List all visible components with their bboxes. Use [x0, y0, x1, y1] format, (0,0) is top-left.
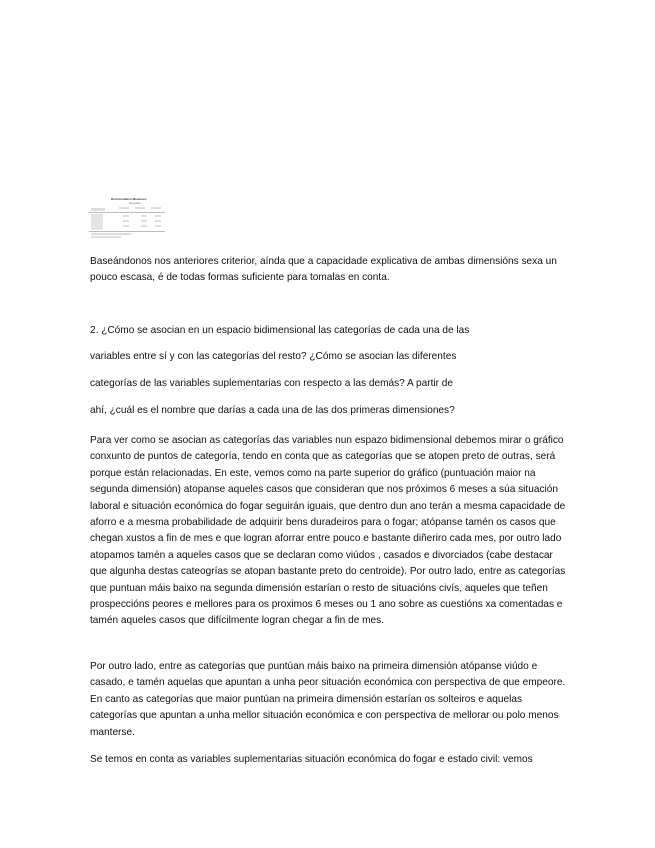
table-cell [135, 207, 145, 209]
table-rule [89, 231, 165, 232]
paragraph-supplementary-variables: Se temos en conta as variables suplementarias situación económica do fogar e estado civil: vemos [90, 754, 533, 765]
table-cell [155, 220, 161, 222]
question-line-2: variables entre sí y con las categorías del resto? ¿Cómo se asocian las diferentes [90, 351, 457, 362]
table-cell [151, 207, 161, 209]
table-cell [123, 220, 129, 222]
table-row-header-block [91, 214, 103, 230]
table-subtitle: Dimension [129, 202, 141, 205]
table-rule [89, 212, 165, 213]
table-cell [155, 225, 161, 227]
paragraph-criteria: Baseándonos nos anteriores criterior, aínda que a capacidade explicativa de ambas dimensións sexa un pouco escasa, é de todas formas suficiente para tomalas en conta. [90, 256, 557, 284]
table-cell [123, 215, 129, 217]
question-line-3: categorías de las variables suplementarias con respecto a las demás? A partir de [90, 378, 454, 389]
table-cell [119, 207, 129, 209]
table-footnote [91, 233, 131, 235]
table-cell [123, 225, 129, 227]
table-footnote [91, 236, 121, 238]
paragraph-answer-dimension-2: Para ver como se asocian as categorías das variables nun espazo bidimensional debemos mirar o gráfico conxunto de puntos de categoría, tendo en conta que as categorías que se atopen preto de outras, será porque están relacionadas. En este, vemos como na parte superior do gráfico (puntuación maior na segunda dimensión) atopanse aqueles casos que consideran que nos próximos 6 meses a súa situación laboral e situación económica do fogar seguirán iguais, que dentro dun ano terán a mesma capacidade de aforro e a mesma probabilidade de adquirir bens duradeiros para o fogar; atópanse tamén os casos que chegan xustos a fin de mes e que logran aforrar entre pouco e bastante diñeriro cada mes, por outro lado atopamos tamén a aqueles casos que se declaran como viúdos , casados e divorciados (cabe destacar que algunha destas cateogrías se atopan bastante preto do centroide). Por outro lado, entre as categorías que puntuan máis baixo na segunda dimensión estarían o resto de situacións civís, aqueles que teñen prospeccións peores e mellores para os proximos 6 meses ou 1 ano sobre as cuestións xa comentadas e tamén aqueles casos que difícilmente logran chegar a fin de mes. [90, 435, 566, 627]
table-title: Discrimination Measures [111, 197, 147, 201]
table-cell [91, 208, 105, 211]
table-cell [141, 225, 147, 227]
table-cell [141, 215, 147, 217]
paragraph-answer-dimension-1: Por outro lado, entre as categorías que puntúan máis baixo na primeira dimensión atópanse viúdo e casado, e tamén aquelas que apuntan a unha peor situación económica con perspectiva de que empeore. En canto as categorías que maior puntúan na primeira dimensión estarían os solteiros e aquelas categorías que apuntan a unha mellor situación económica e con perspectiva de mellorar ou polo menos manterse. [90, 661, 566, 738]
table-cell [141, 220, 147, 222]
question-line-4: ahí, ¿cuál es el nombre que darías a cada una de las dos primeras dimensiones? [90, 405, 455, 416]
question-line-1: 2. ¿Cómo se asocian en un espacio bidimensional las categorías de cada una de las [90, 325, 470, 336]
table-cell [155, 215, 161, 217]
discrimination-measures-table-thumbnail [89, 196, 165, 240]
